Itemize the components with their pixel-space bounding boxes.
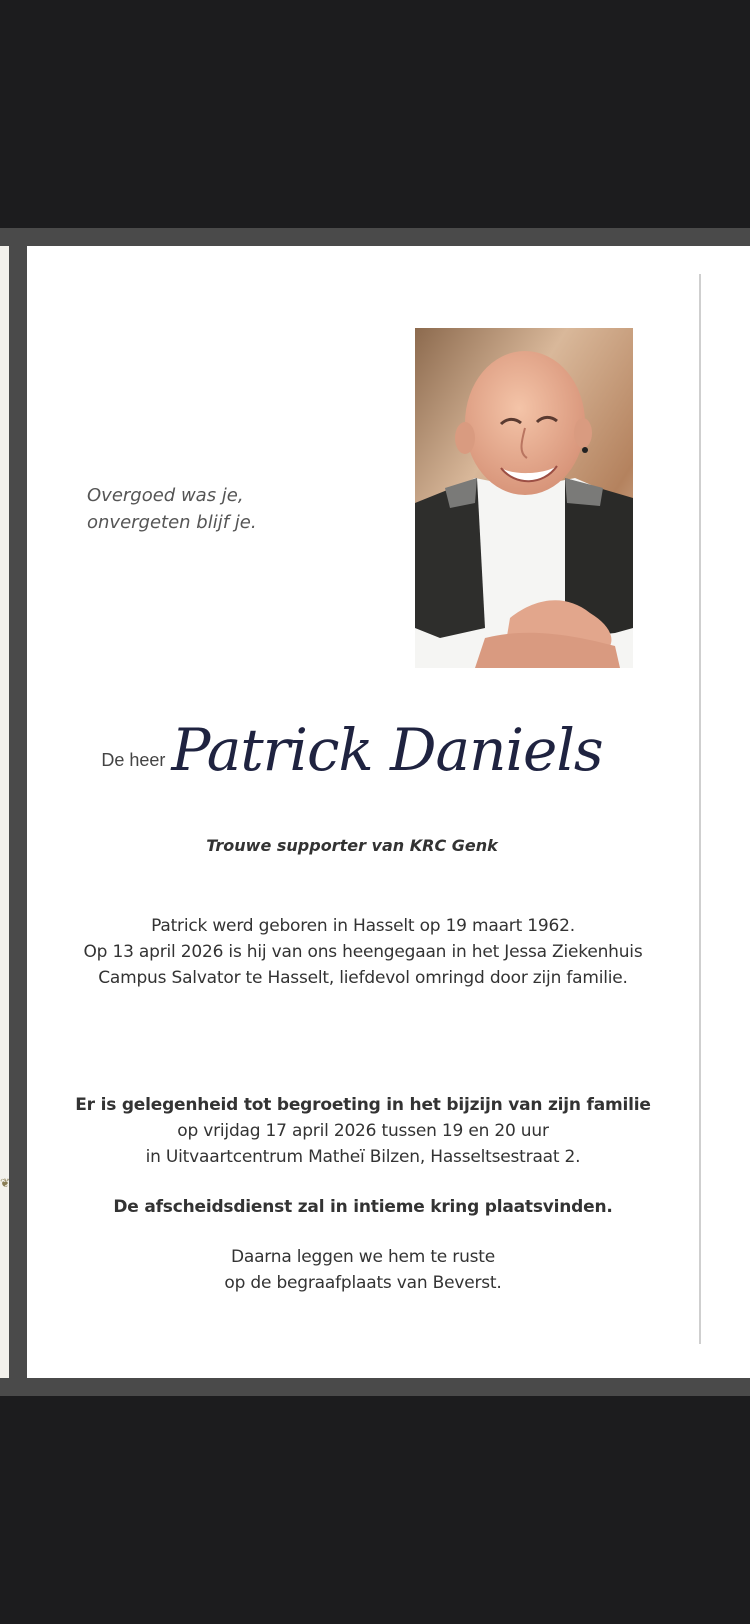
burial-info	[27, 1244, 699, 1296]
deceased-name-row	[27, 716, 677, 784]
visitation-date: op vrijdag 17 april 2026 tussen 19 en 20 uur	[177, 1121, 549, 1141]
tagline: Trouwe supporter van KRC Genk	[206, 836, 498, 855]
page-divider	[699, 274, 701, 1344]
deceased-name: Patrick Daniels	[171, 716, 603, 784]
biography	[27, 913, 699, 991]
quote-line: onvergeten blijf je.	[87, 512, 257, 533]
previous-page-edge[interactable]	[0, 246, 9, 1378]
visitation-heading: Er is gelegenheid tot begroeting in het bijzijn van zijn familie	[75, 1095, 651, 1115]
service-text: De afscheidsdienst zal in intieme kring plaatsvinden.	[113, 1197, 613, 1217]
memorial-card-page	[27, 246, 750, 1378]
biography-line: Op 13 april 2026 is hij van ons heengegaan in het Jessa Ziekenhuis	[83, 942, 643, 962]
visitation-location: in Uitvaartcentrum Matheï Bilzen, Hasseltsestraat 2.	[145, 1147, 581, 1167]
biography-line: Campus Salvator te Hasselt, liefdevol omringd door zijn familie.	[98, 968, 628, 988]
portrait-illustration	[415, 328, 633, 668]
quote-line: Overgoed was je,	[87, 485, 244, 506]
memorial-quote	[87, 482, 257, 536]
ornament-icon: ❦	[0, 1176, 11, 1190]
biography-line: Patrick werd geboren in Hasselt op 19 maart 1962.	[151, 916, 575, 936]
service-info	[27, 1194, 699, 1220]
burial-line: op de begraafplaats van Beverst.	[224, 1273, 502, 1293]
document-viewer[interactable]	[0, 228, 750, 1396]
burial-line: Daarna leggen we hem te ruste	[230, 1247, 496, 1267]
portrait-photo	[415, 328, 633, 668]
honorific: De heer	[101, 750, 166, 770]
visitation-info	[27, 1092, 699, 1170]
